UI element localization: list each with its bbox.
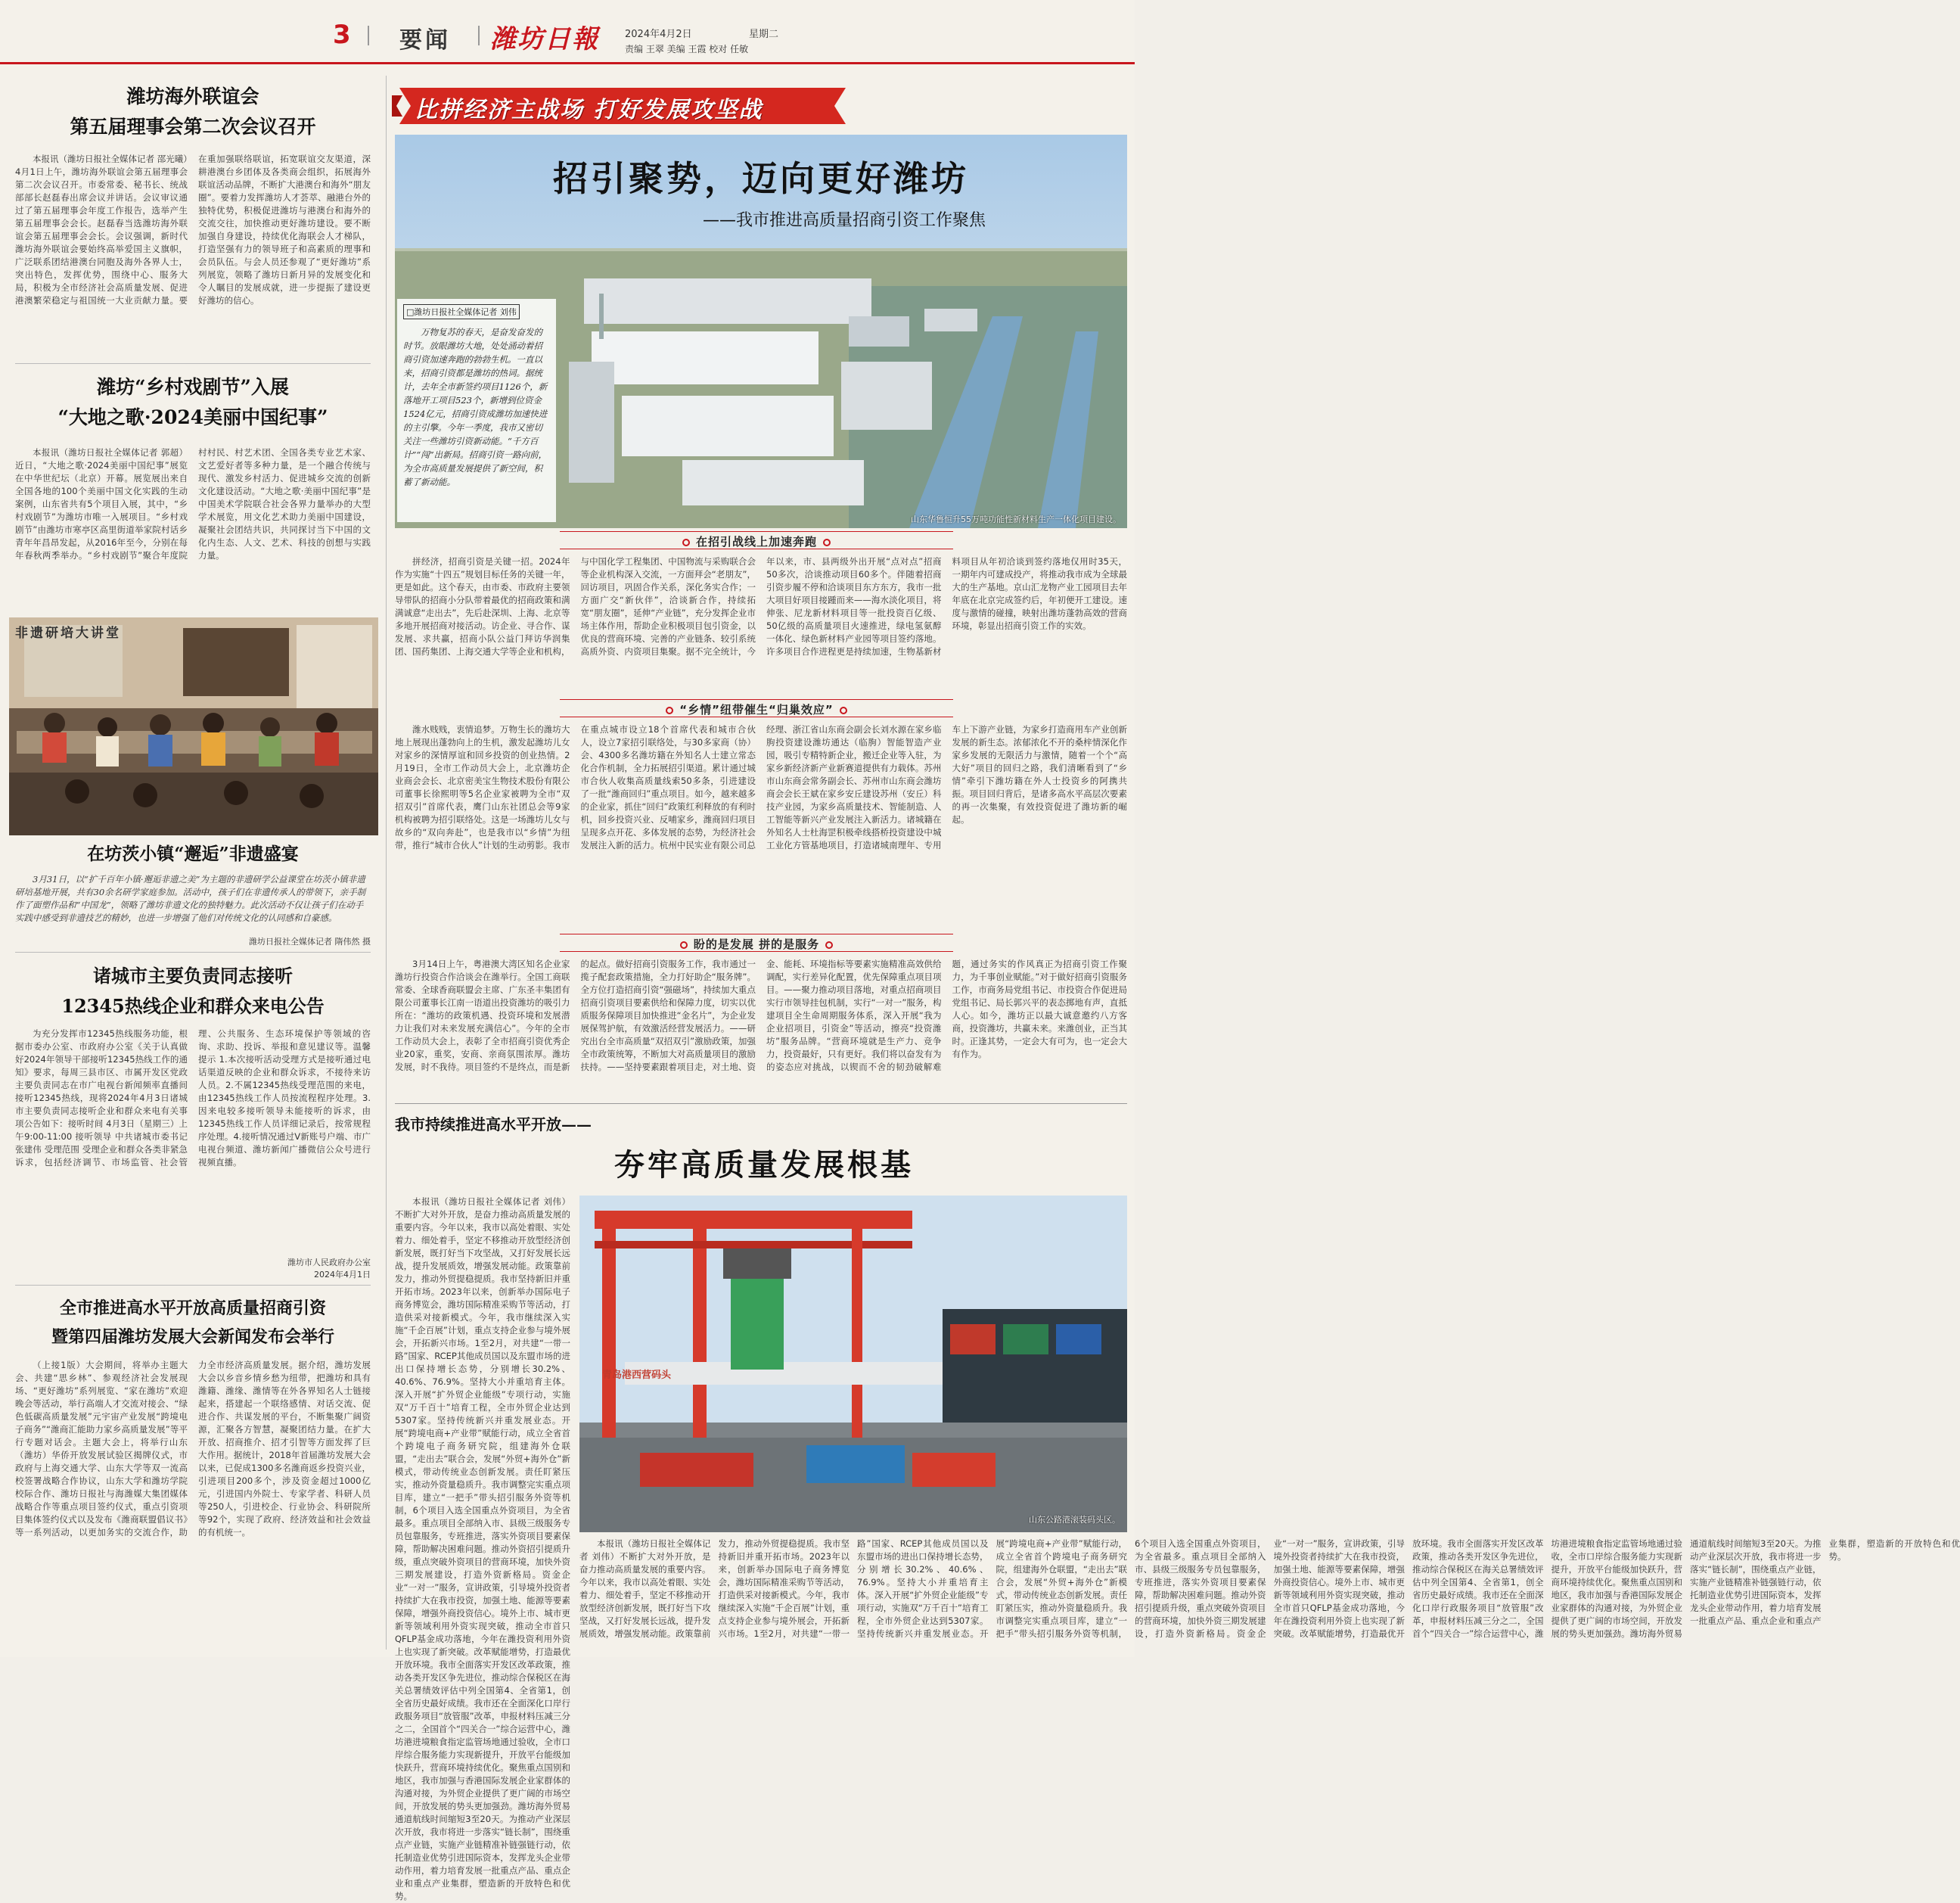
- subsection-title: “乡情”纽带催生“归巢效应”: [560, 701, 953, 717]
- classroom-photo-illustration: [9, 617, 378, 835]
- feature-intro-box: [397, 299, 556, 522]
- article-headline: 第五届理事会第二次会议召开: [70, 116, 316, 138]
- article-body: 本报讯（潍坊日报社全媒体记者 郭超）近日，“大地之歌·2024美丽中国纪事”展览在中华世纪坛（北京）开幕。展览展出来自全国各地的100个美丽中国文化实践的生动案例，山东省共有5个项目入展，其中，“乡村戏剧节”为潍坊市唯一入展项目。“乡村戏剧节”由潍坊市寒亭区高里街道举家院村话乡青年年昌昂发起，从2016年至今，分别在每年春秋两季举办。“乡村戏剧节”聚合年度院村村民、村艺术团、全国各类专业艺术家、文艺爱好者等多种力量，是一个融合传统与现代、激发乡村活力、促进城乡交流的创新文化建设活动。“大地之歌·美丽中国纪事”是中国美术学院联合社会各界力量举办的大型学术展览，用文化艺术助力美丽中国建设，凝聚社会团结共识，共同探讨当下中国的文化内生态、人文、艺术、科技的创想与实践力量。: [15, 447, 371, 561]
- issue-weekday: 星期二: [749, 29, 779, 40]
- article-body-lower: 本报讯（潍坊日报社全媒体记者 刘伟）不断扩大对外开放，是奋力推动高质量发展的重要内容。今年以来，我市以高处着眼、实处着力、细处着手，坚定不移推动开放型经济创新发展，既打好当下攻坚战，又打好发展长远战，提升发展质效，增强发展动能。政策靠前发力，推动外贸提稳提质。我市坚持新旧并重开拓市场。2023年以来，创新举办国际电子商务博览会，潍坊国际精准采购节等活动，打造供采对接新模式。今年，我市继续深入实施“千企百展”计划，重点支持企业参与境外展会，开拓新兴市场。1至2月，对共建“一带一路”国家、RCEP其他成员国以及东盟市场的进出口保持增长态势，分别增长30.2%、40.6%、76.9%。坚持大小并重培育主体。深入开展“扩外贸企业能级”专项行动，实施双“万千百十”培育工程，全市外贸企业达到5307家。坚持传统新兴并重发展业态。开展“跨境电商+产业带”赋能行动，成立全省首个跨境电子商务研究院，组建海外仓联盟，“走出去”联合会，发展“外贸+海外仓”新模式，带动传统业态创新发展。责任盯紧压实，推动外资量稳质升。我市调整完实重点项目库，建立“一把手”带头招引服务外资等机制，6个项目入选全国重点外资项目，为全省最多。重点项目全部纳入市、县级三级服务专员包靠服务，专班推进，落实外资项目要素保障，帮助解决困难问题。推动外资招引提质升级，重点突破外资项目的营商环境，加快外资三期发展建设，打造外资新格局。资金企业“一对一”服务，宣讲政策，引导境外投资者持续扩大在我市投资，加强土地、能源等要素保障，增强外商投资信心。境外上市、城市更新等领域利用外资实现突破，推动全市首只QFLP基金成功落地，今年在潍投资利用外资上也实现了新突破。改革赋能增势，打造最优开放环境。我市全面落实开发区改革政策，推动各类开发区争先进位，推动综合保税区在海关总署绩效评估中列全国第4、全省第1，创全省历史最好成绩。我市还在全面深化口岸行政服务项目“放管服”改革，申报材料压减三分之二，全国首个“四关合一”综合运营中心，潍坊港进境粮食指定监管场地通过验收，全市口岸综合服务能力实现新提升，开放平台能级加快跃升，营商环境持续优化。聚焦重点国别和地区，我市加强与香港国际发展企业家群体的沟通对接，为外贸企业提供了更广阔的市场空间，开放发展的势头更加强劲。潍坊海外贸易通道航线时间缩短3至20天。为推动产业深层次开放，我市将进一步落实“链长制”，围绕重点产业链，实施产业链精准补链强链行动，依托制造业优势引进国际资本，发挥龙头企业带动作用，着力培育发展一批重点产品、重点企业和重点产业集群，塑造新的开放特色和优势。: [579, 1538, 1960, 1639]
- article-headline: 暨第四届潍坊发展大会新闻发布会举行: [51, 1327, 334, 1347]
- feature-intro: 万物复苏的春天，是奋发奋发的时节。放眼潍坊大地，处处涌动着招商引资加速奔跑的勃勃生机。一直以来，招商引资都是潍坊的热词。据统计，去年全市新签约项目1126个，新落地开工项目523个，新增到位资金1524亿元，招商引资成潍坊加速快进的主引擎。今年一季度，我市又密切关注一些潍坊引资新动能。“千方百计”“闯”出新局。招商引资一路向前，为全市高质量发展提供了新空间，积蓄了新动能。: [403, 327, 548, 487]
- page-number: 3: [333, 20, 351, 50]
- feature-headline: 招引聚势，迈向更好潍坊: [553, 158, 969, 199]
- masthead: [0, 0, 1135, 62]
- article-headline: 全市推进高水平开放高质量招商引资: [59, 1298, 326, 1318]
- classroom-sign: 非遗研培大讲堂: [15, 626, 121, 641]
- subsection-title: 在招引战线上加速奔跑: [560, 533, 953, 549]
- article-divider: [395, 1103, 1127, 1104]
- subsection-bar: [560, 531, 953, 549]
- article-headline: 夯牢高质量发展根基: [614, 1147, 914, 1183]
- article-body-left: 本报讯（潍坊日报社全媒体记者 刘伟）不断扩大对外开放，是奋力推动高质量发展的重要内容。今年以来，我市以高处着眼、实处着力、细处着手，坚定不移推动开放型经济创新发展，既打好当下攻坚战，又打好发展长远战，提升发展质效，增强发展动能。政策靠前发力，推动外贸提稳提质。我市坚持新旧并重开拓市场。2023年以来，创新举办国际电子商务博览会，潍坊国际精准采购节等活动，打造供采对接新模式。今年，我市继续深入实施“千企百展”计划，重点支持企业参与境外展会，开拓新兴市场。1至2月，对共建“一带一路”国家、RCEP其他成员国以及东盟市场的进出口保持增长态势，分别增长30.2%、40.6%、76.9%。坚持大小并重培育主体。深入开展“扩外贸企业能级”专项行动，实施双“万千百十”培育工程，全市外贸企业达到5307家。坚持传统新兴并重发展业态。开展“跨境电商+产业带”赋能行动，成立全省首个跨境电子商务研究院，组建海外仓联盟，“走出去”联合会，发展“外贸+海外仓”新模式，带动传统业态创新发展。责任盯紧压实，推动外资量稳质升。我市调整完实重点项目库，建立“一把手”带头招引服务外资等机制，6个项目入选全国重点外资项目，为全省最多。重点项目全部纳入市、县级三级服务专员包靠服务，专班推进，落实外资项目要素保障，帮助解决困难问题。推动外资招引提质升级，重点突破外资项目的营商环境，加快外资三期发展建设，打造外资新格局。资金企业“一对一”服务，宣讲政策，引导境外投资者持续扩大在我市投资，加强土地、能源等要素保障，增强外商投资信心。境外上市、城市更新等领域利用外资实现突破，推动全市首只QFLP基金成功落地，今年在潍投资利用外资上也实现了新突破。改革赋能增势，打造最优开放环境。我市全面落实开发区改革政策，推动各类开发区争先进位，推动综合保税区在海关总署绩效评估中列全国第4、全省第1，创全省历史最好成绩。我市还在全面深化口岸行政服务项目“放管服”改革，申报材料压减三分之二，全国首个“四关合一”综合运营中心，潍坊港进境粮食指定监管场地通过验收，全市口岸综合服务能力实现新提升，开放平台能级加快跃升，营商环境持续优化。聚焦重点国别和地区，我市加强与香港国际发展企业家群体的沟通对接，为外贸企业提供了更广阔的市场空间，开放发展的势头更加强劲。潍坊海外贸易通道航线时间缩短3至20天。为推动产业深层次开放，我市将进一步落实“链长制”，围绕重点产业链，实施产业链精准补链强链行动，依托制造业优势引进国际资本，发挥龙头企业带动作用，着力培育发展一批重点产品、重点企业和重点产业集群，塑造新的开放特色和优势。: [395, 1196, 570, 1901]
- photo-news-headline: 在坊茨小镇“邂逅”非遗盛宴: [87, 844, 299, 864]
- port-photo: [579, 1196, 1127, 1532]
- article-headline: 12345热线企业和群众来电公告: [61, 995, 325, 1017]
- masthead-divider: [478, 26, 480, 45]
- article-headline: “大地之歌·2024美丽中国纪事”: [57, 406, 328, 428]
- container-port-photo: [579, 1196, 1127, 1532]
- feature-subhead: ——我市推进高质量招商引资工作聚焦: [702, 211, 986, 230]
- crane-sign: 青岛港西营码头: [602, 1370, 672, 1381]
- subsection-title: 盼的是发展 拼的是服务: [560, 936, 953, 952]
- photo-credit: 潍坊日报社全媒体记者 隋伟然 摄: [249, 937, 371, 947]
- banner-text: 比拼经济主战场 打好发展攻坚战: [415, 97, 763, 123]
- subsection-bar: [560, 934, 953, 952]
- newspaper-logo: 潍坊日報: [490, 24, 599, 54]
- article-divider: [15, 363, 371, 364]
- campaign-banner: [392, 85, 853, 127]
- article-divider: [15, 1285, 371, 1286]
- article-headline: 潍坊海外联谊会: [126, 86, 259, 107]
- article-headline: 诸城市主要负责同志接听: [93, 965, 293, 987]
- masthead-rule: [0, 62, 1135, 64]
- photo-caption: 3月31日，以“扩千百年小镇·邂逅非遗之美”为主题的非遗研学公益课堂在坊茨小镇非遗研培基地开展，共有30余名研学家庭参加。活动中，孩子们在非遗传承人的带领下，亲手制作了面塑作品和“中国龙”，领略了潍坊非遗文化的独特魅力。此次活动不仅让孩子们在动手实践中感受到非遗技艺的精妙，也进一步增强了他们对传统文化的认同感和自豪感。: [15, 874, 366, 923]
- feature-byline: □潍坊日报社全媒体记者 刘伟: [403, 304, 520, 319]
- article-divider: [15, 952, 371, 953]
- announcement-signer: 潍坊市人民政府办公室: [287, 1258, 371, 1267]
- article-body: 本报讯（潍坊日报社全媒体记者 邵光曦）4月1日上午，潍坊海外联谊会第五届理事会第二次会议召开。市委常委、秘书长、统战部部长赵磊春出席会议并讲话。会议审议通过了第五届理事会年度工作报告，选举产生第五届理事会会长。赵磊春当选潍坊海外联谊会第五届理事会会长。会议强调，新时代潍坊海外联谊会要始终高举爱国主义旗帜，广泛联系团结港澳台同胞及海外各界人士，突出特色，发挥优势，围绕中心、服务大局，积极为全市经济社会高质量发展、促进港澳繁荣稳定与祖国统一大业贡献力量。要在重加强联络联谊，拓宽联谊交友渠道，深耕港澳台乡团体及各类商会组织，拓展海外联谊活动品牌，不断扩大港澳台和海外“朋友圈”。要着力发挥潍坊人才荟萃、融港台外的独特优势，积极促进潍坊与港澳台和海外的交流交往，加快推动更好潍坊建设。要不断加强自身建设，持续优化海联会人才梯队，打造坚强有力的领导班子和高素质的理事和会员队伍。与会人员还参观了“更好潍坊”系列展览，领略了潍坊日新月异的发展变化和令人瞩目的发展成就，进一步提振了建设更好潍坊的信心。: [15, 154, 371, 306]
- feature-section-body: 拼经济，招商引资是关键一招。2024年作为实施“十四五”规划目标任务的关键一年，更是如此。这个春天，由市委、市政府主要领导带队的招商小分队带着最优的招商政策和满满诚意“走出去”，先后赴深圳、上海、北京等多地开展招商对接活动。访企业、寻合作、谋发展、求共赢，招商小队公益门拜访华润集团、国药集团、上海交通大学等企业和机构，与中国化学工程集团、中国物流与采购联合会等企业机构深入交流，一方面拜会“老朋友”，回访项目，巩固合作关系，深化务实合作；一方面广交“新伙伴”，洽谈新合作，持续拓宽“朋友圈”，延伸“产业链”，充分发挥企业市场主体作用，帮助企业积极项目包引资金，以优良的营商环境、完善的产业链条、较引系统高质外资、内资项目集聚。据不完全统计，今年以来，市、县两级外出开展“点对点”招商50多次，洽谈推动项目60多个。伴随着招商引资步履不停和洽谈项目东方东方，我市一批大项目好项目接踵而来——海水淡化项目，将伸张、尼龙新材料项目等一批投资百亿级、50亿级的高质量项目火速推进，绿电氢氨醇一体化、绿色新材料产业园等项目签约落地。许多项目合作进程更是持续加速，生物基新材料项目从年初洽谈到签约落地仅用时35天，一期年内可建成投产，将推动我市成为全球最大的生产基地。京山汇龙物产业工园项目去年年底在北京完成签约后，年初便开工建设。速度与激情的碰撞，映射出潍坊蓬勃高效的营商环境，彰显出招商引资工作的实效。: [395, 556, 1127, 657]
- subsection-bar: [560, 699, 953, 717]
- masthead-divider: [368, 26, 369, 45]
- announcement-date: 2024年4月1日: [314, 1270, 371, 1280]
- article-headline: 潍坊“乡村戏剧节”入展: [97, 376, 289, 398]
- column-divider: [386, 76, 387, 1650]
- article-kicker: 我市持续推进高水平开放——: [395, 1115, 592, 1133]
- section-title: 要闻: [399, 27, 451, 54]
- article-body: （上接1版）大会期间，将举办主题大会、共建“思乡林”、参观经济社会发展现场、“更好潍坊”系列展览、“家在潍坊”欢迎晚会等活动，举行高端人才交流对接会、“绿色低碳高质量发展”元宇宙产业发展“跨境电子商务”“潍商汇能助力家乡高质量发展”等平行专题对话会。主题大会上，将举行山东（潍坊）华侨开放发展试验区揭牌仪式，市政府与上海交通大学、山东大学等双一流高校签署战略合作协议，山东大学和潍坊学院校际合作、潍坊日报社与海潍媒大集团媒体战略合作等重点项目签约仪式，重点引资项目集体签约仪式以及发布《潍商联盟倡议书》等一系列活动，以更加务实的交流合作，助力全市经济高质量发展。据介绍，潍坊发展大会以乡音乡情乡愁为纽带，把潍坊和具有潍籍、潍缘、潍情等在外各界知名人士链接起来，搭建起一个联络感情、对话交流、促进合作、共谋发展的平台，不断集聚广阔资源，汇聚各方智慧，凝聚团结力量。在扩大开放、招商推介、招才引智等方面发挥了巨大作用。据统计，2018年首届潍坊发展大会以来，已促成1300多名潍商返乡投资兴业，引进项目200多个，涉及资金超过1000亿元，引进国内外院士、专家学者、科研人员等250人，引进校企、行业协会、科研院所等92个，实现了政府、经济效益和社会效益的有机统一。: [15, 1360, 371, 1538]
- issue-date: 2024年4月2日: [625, 29, 692, 40]
- news-photo: [9, 617, 378, 835]
- feature-section-body: 3月14日上午，粤港澳大湾区知名企业家潍坊行投资合作洽谈会在潍举行。全国工商联常委、全球香商联盟会主席、广东圣丰集团有限公司董事长江南一语道出投资潍坊的吸引力所在：“潍坊的政策机遇、投资环境和发展潜力让我们对未来发展充满信心”。今年的全市工作动员大会上，表彰了全市招商引资优秀企业20家，重奖，安商、亲商氛围浓厚。潍坊发展，时不我待。项目签约不是终点，而是新的起点。做好招商引资服务工作，我市通过一揽子配套政策措施，全力打好助企“服务牌”。全方位打造招商引资“强磁场”，持续加大重点招商引资项目要素供给和保障力度，切实以优质服务保障项目加快推进“金名片”，为企业发展保驾护航，有效激活经营发展活力。——研究出台全市高质量“双招双引”激励政策，加强全市政策统筹，不断加大对高质量项目的激励扶持。——坚持要素跟着项目走，对土地、资金、能耗、环境指标等要素实施精准高效供给调配，实行差异化配置，优先保障重点项目项目。——聚力推动项目落地，对重点招商项目实行市领导挂包机制，实行“一对一”服务，构建项目全生命周期服务体系，深入开展“我为企业招项目，引资金”等活动，擦亮“投资潍坊”服务品牌。“营商环境就是生产力、竞争力，投资最好，只有更好。我们将以奋发有为的姿态应对挑战，以锲而不舍的韧劲破解难题，通过务实的作风真正为招商引资工作聚力，为千事创业赋能。”对于做好招商引资服务工作，市商务局党组书记、市投资合作促进局党组书记、局长郭兴平的表态掷地有声，直抵人心。如今，潍坊正以最大诚意邀约八方客商，投资潍坊，共赢未来。来潍创业，正当其时。正逢其势，一定会大有可为，也一定会大有作为。: [395, 959, 1127, 1072]
- port-photo-caption: 山东公路港滚装码头区。: [1029, 1515, 1120, 1525]
- lead-photo-caption: 山东华鲁恒升55万吨功能性新材料生产一体化项目建设。: [911, 515, 1121, 524]
- feature-section-body: 潍水贱贱，衷情追梦。万物生长的潍坊大地上展现出蓬勃向上的生机，激发起潍坊儿女对家乡的深情厚谊和回乡投资的创业热情。2月19日，全市工作动员大会上，北京潍坊企业商会会长、北京密美宝生物技术股份有限公司董事长徐熙明等5名企业家被聘为全市“双招双引”首席代表，鹰门山东社团总会等9家机构被聘为招引联络处。这是一场潍坊儿女与故乡的“双向奔赴”，也是我市以“乡情”为纽带，推行“城市合伙人”计划的生动剪影。我市在重点城市设立18个首席代表和城市合伙人，设立7家招引联络处，与30多家商（协）会、4300多名潍坊籍在外知名人士建立常态化合作机制，全力拓展招引渠道。累计通过城市合伙人收集高质量线索50多条，引进建设了一批“潍商回归”重点项目。如今，越来越多的企业家，抓住“回归”政策红利释放的有利时机，回乡投资兴业、反哺家乡，潍商回归项目呈现多点开花、多体发展的态势，为经济社会发展注入新的活力。杭州中民实业有限公司总经理、浙江省山东商会副会长刘水源在家乡临朐投资建设潍坊通达（临朐）智能智造产业园，吸引专精特新企业，搬迁企业等入驻，为家乡新经济新产业新赛道提供有力载体。苏州市山东商会常务副会长、苏州市山东商会潍坊商会会长王斌在家乡安丘建设苏州（安丘）科技产业园，为家乡高质量技术、智能制造、人工智能等新兴产业发展注入新活力。诸城籍在外知名人士杜海罡积极牵线搭桥投资建设中城工业化方管基地项目，打造诸城南理年、专用车上下游产业链，为家乡打造商用车产业创新发展的新生态。浓郁浓化不开的桑梓情深化作家乡发展的无限活力与激情，随着一个个“高大好”项目的回归之路，我们清晰看到了“乡情”牵引下潍坊籍在外人士投资乡的阿携共振。项目回归背后，是诸多高水平高层次要素的再一次集聚，有效投资促进了潍坊新的崛起。: [395, 724, 1127, 850]
- editorial-staff: 责编 王翠 美编 王霞 校对 任敏: [625, 44, 749, 54]
- announcement-body: 为充分发挥市12345热线服务功能，根据市委办公室、市政府办公室《关于认真做好2024年领导干部接听12345热线工作的通知》要求，每周三县市区、市属开发区党政主要负责同志在市广电视台新闻频率直播间接听12345热线，现将2024年4月3日诸城市主要负责同志接听企业和群众来电有关事项公告如下：接听时间 4月3日（星期三）上午9:00-11:00 接听领导 中共诸城市委书记 张建伟 受理范围 受理企业和群众各类非紧急诉求，包括经济调节、市场监管、社会管理、公共服务、生态环境保护等领域的咨询、求助、投诉、举报和意见建议等。温馨提示 1.本次接听活动受理方式是接听通过电话渠道反映的企业和群众诉求，不接待来访人员。2.不属12345热线受理范围的来电，由12345热线工作人员按流程程序处理。3.因来电较多接听领导未能接听的诉求，由12345热线工作人员详细记录后，按常规程序处理。4.接听情况通过V新账号户端、市广电视台频道、潍坊新闻广播微信公众号进行视频直播。: [15, 1028, 371, 1168]
